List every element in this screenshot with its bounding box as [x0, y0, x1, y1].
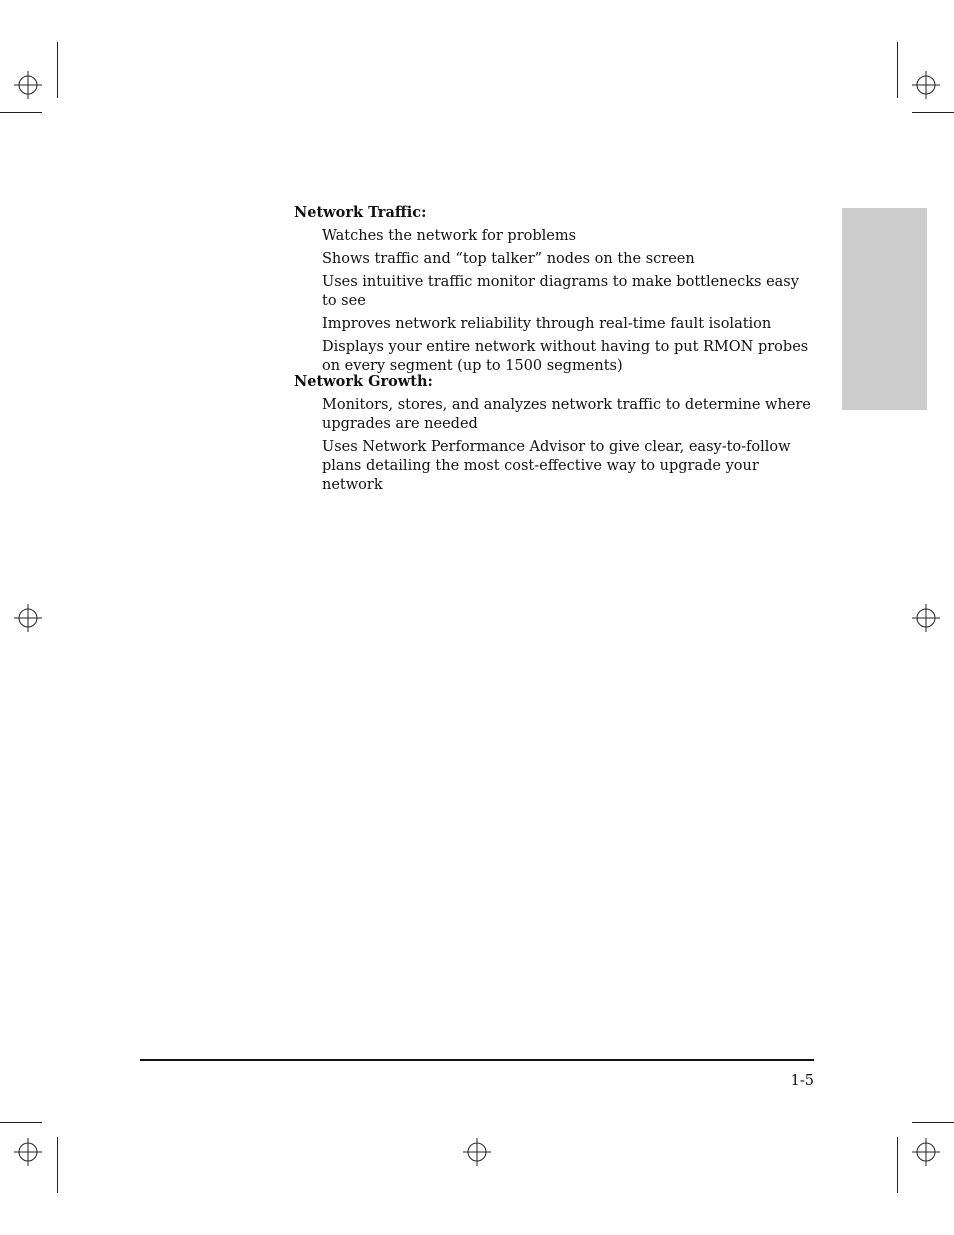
registration-mark-icon — [14, 71, 42, 99]
crop-mark-top-left-h — [0, 112, 42, 113]
registration-mark-icon — [14, 604, 42, 632]
list-item: Displays your entire network without having to put RMON probes on every segment (up to 1500 segments) — [322, 339, 809, 374]
list-item: Improves network reliability through real-time fault isolation — [322, 316, 772, 332]
section-network-growth — [294, 372, 814, 499]
crop-mark-top-left-v — [57, 42, 58, 98]
section-heading: Network Growth: — [294, 373, 433, 390]
registration-mark-icon — [14, 1138, 42, 1166]
list-item: Shows traffic and “top talker” nodes on the screen — [322, 251, 695, 267]
list-item: Monitors, stores, and analyzes network traffic to determine where upgrades are needed — [322, 397, 811, 432]
section-heading: Network Traffic: — [294, 204, 427, 221]
registration-mark-icon — [463, 1138, 491, 1166]
item-list — [294, 227, 814, 376]
item-list — [294, 396, 814, 495]
crop-mark-top-right-h — [912, 112, 954, 113]
registration-mark-icon — [912, 1138, 940, 1166]
side-tab — [842, 208, 927, 410]
crop-mark-bottom-right-h — [912, 1122, 954, 1123]
crop-mark-top-right-v — [897, 42, 898, 98]
list-item: Uses intuitive traffic monitor diagrams to make bottlenecks easy to see — [322, 274, 799, 309]
registration-mark-icon — [912, 604, 940, 632]
section-network-traffic — [294, 203, 814, 380]
crop-mark-bottom-left-h — [0, 1122, 42, 1123]
registration-mark-icon — [912, 71, 940, 99]
list-item: Watches the network for problems — [322, 228, 577, 244]
crop-mark-bottom-left-v — [57, 1137, 58, 1193]
page-number: 1-5 — [790, 1073, 814, 1089]
footer-rule — [140, 1059, 814, 1061]
crop-mark-bottom-right-v — [897, 1137, 898, 1193]
list-item: Uses Network Performance Advisor to give clear, easy-to-follow plans detailing the most cost-effective way to upgrade your network — [322, 439, 791, 493]
